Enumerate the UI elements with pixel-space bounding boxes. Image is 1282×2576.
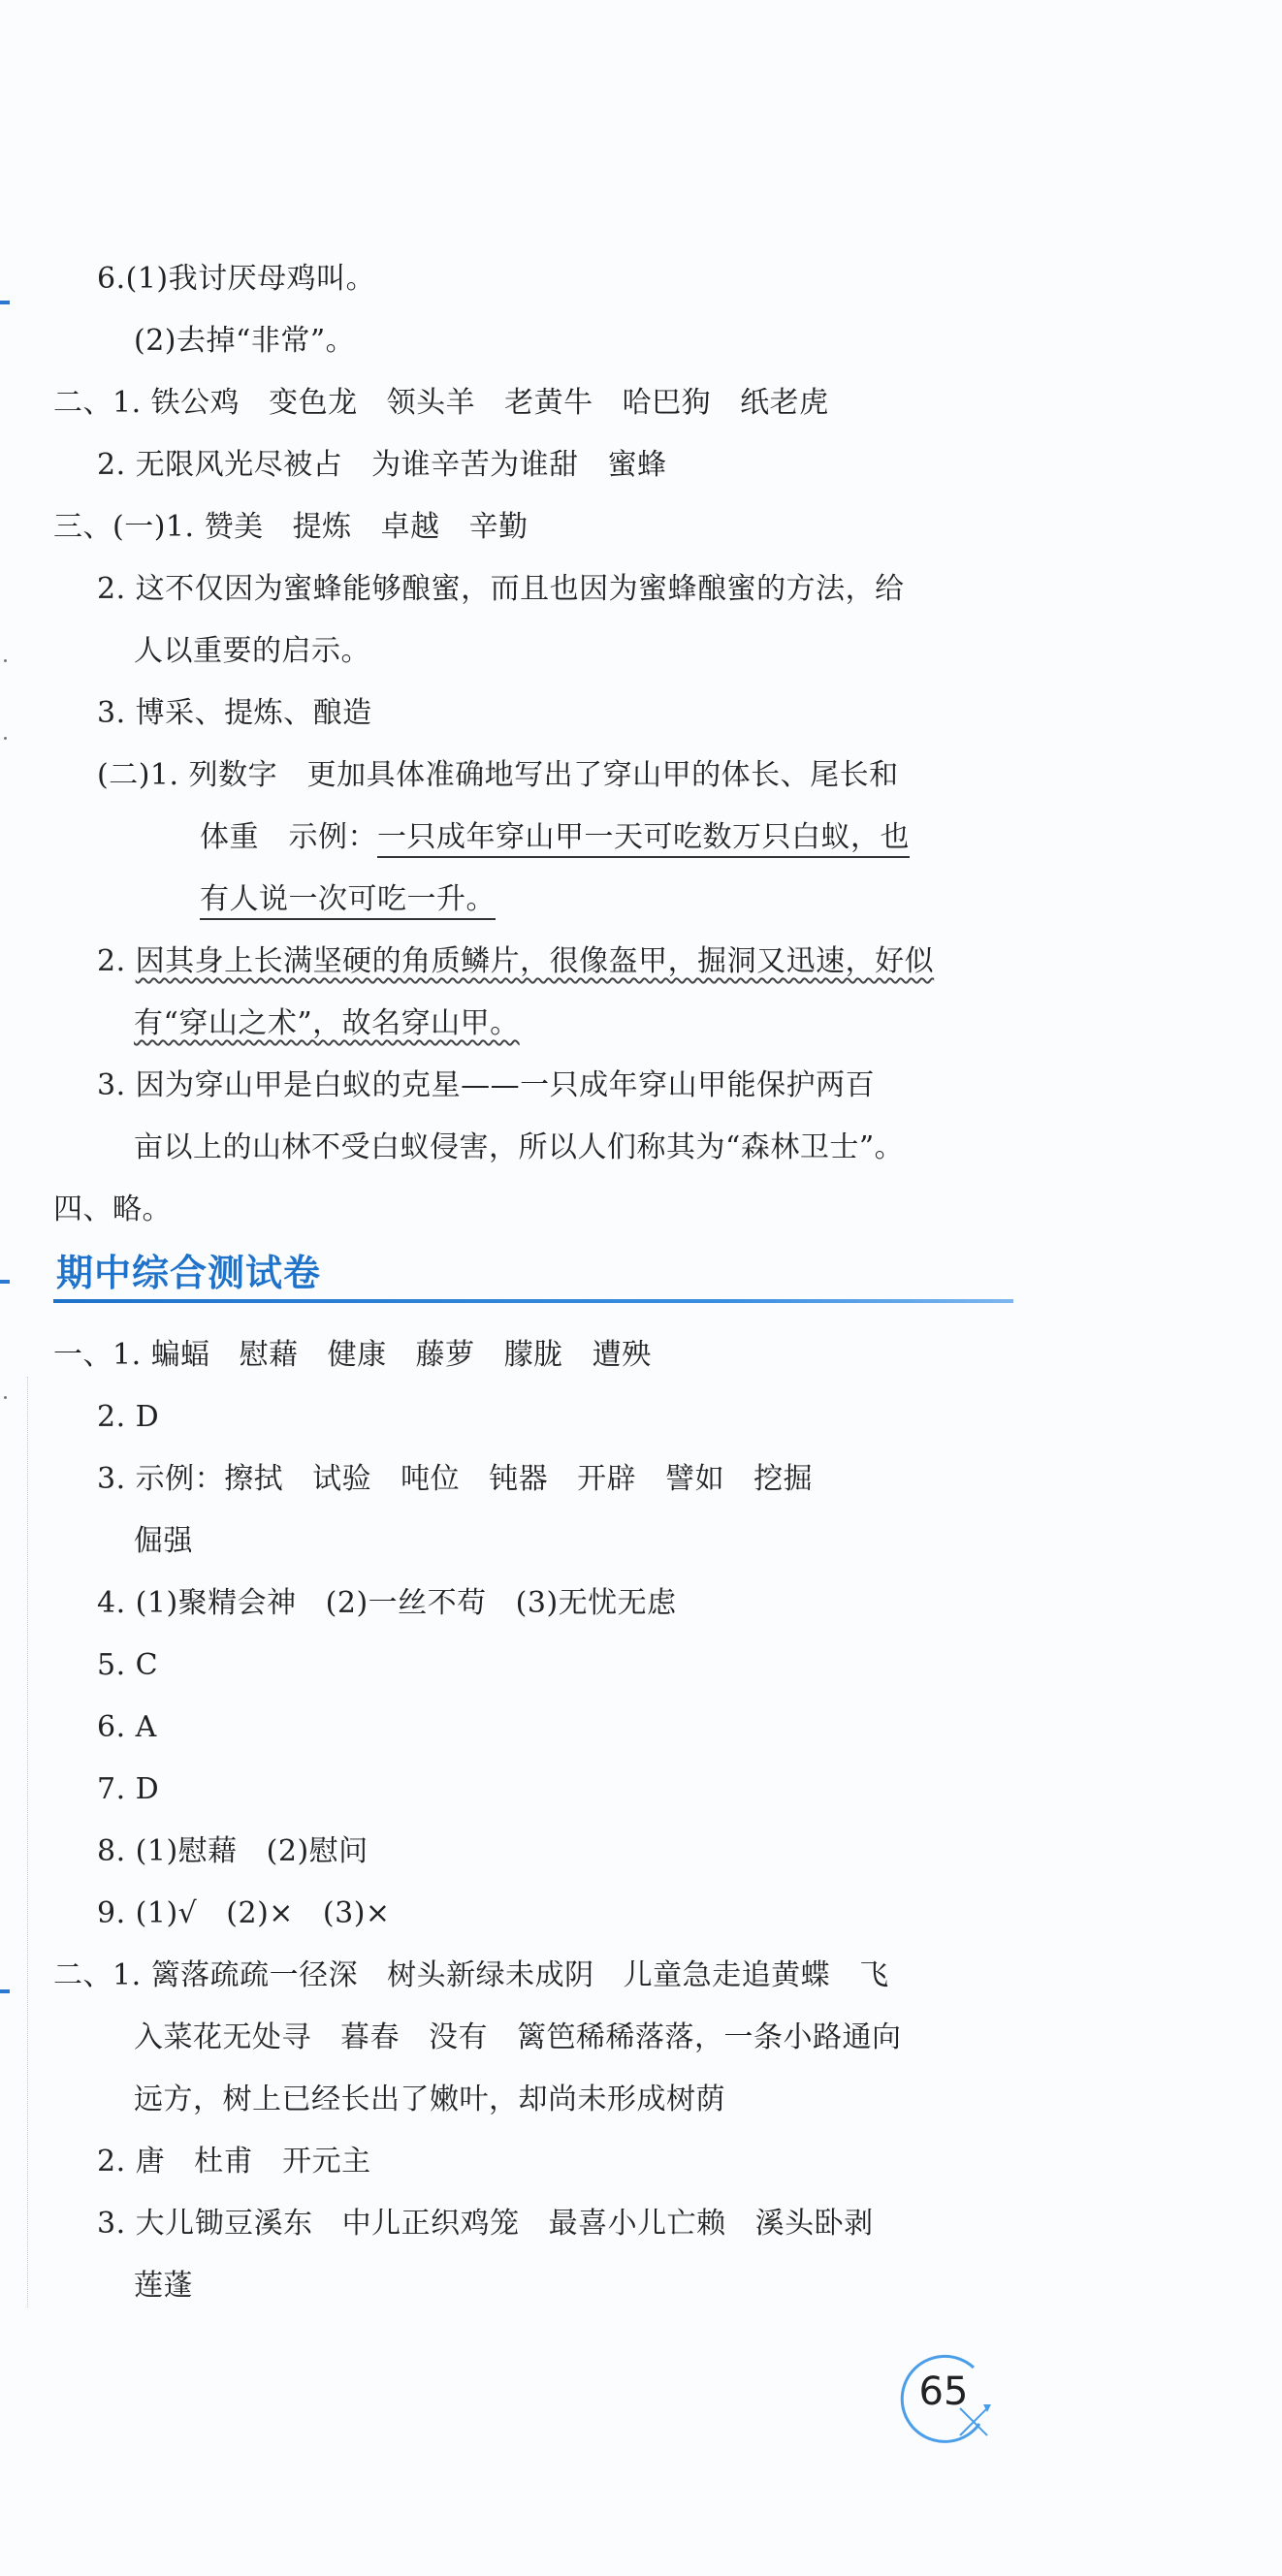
margin-dot [4, 1396, 7, 1399]
margin-mark [0, 1280, 10, 1284]
answer-line: 6.(1)我讨厌母鸡叫。 [97, 262, 376, 296]
margin-mark [0, 301, 10, 304]
margin-fold-line [27, 1377, 29, 2307]
answer-line: 2. 这不仅因为蜜蜂能够酿蜜，而且也因为蜜蜂酿蜜的方法，给 [97, 572, 905, 606]
answer-line: 2. 无限风光尽被占 为谁辛苦为谁甜 蜜蜂 [97, 448, 667, 482]
answer-line [200, 880, 496, 919]
section-title: 期中综合测试卷 [56, 1252, 322, 1294]
answer-line: (二)1. 列数字 更加具体准确地写出了穿山甲的体长、尾长和 [97, 758, 899, 792]
answer-line [134, 1004, 520, 1043]
answer-line: 3. 示例：擦拭 试验 吨位 钝器 开辟 譬如 挖掘 [97, 1462, 814, 1496]
answer-line: 入菜花无处寻 暮春 没有 篱笆稀稀落落，一条小路通向 [134, 2020, 902, 2054]
answer-line: 2. 唐 杜甫 开元主 [97, 2145, 371, 2178]
margin-dot [4, 737, 7, 740]
answer-line: 远方，树上已经长出了嫩叶，却尚未形成树荫 [134, 2083, 725, 2116]
answer-line: 人以重要的启示。 [134, 634, 370, 668]
answer-line: (2)去掉“非常”。 [134, 324, 356, 358]
answer-line: 倔强 [134, 1524, 193, 1558]
answer-line: 四、略。 [53, 1193, 172, 1226]
wavy-underlined-text: 有“穿山之术”，故名穿山甲。 [134, 1006, 520, 1040]
margin-dot [4, 659, 7, 662]
answer-line: 3. 因为穿山甲是白蚁的克星——一只成年穿山甲能保护两百 [97, 1068, 876, 1102]
section-title-rule [53, 1299, 1013, 1303]
wavy-underlined-text: 因其身上长满坚硬的角质鳞片，很像盔甲，掘洞又迅速，好似 [135, 944, 935, 978]
margin-mark [0, 1989, 10, 1993]
answer-line: 2. D [97, 1400, 160, 1434]
answer-line: 二、1. 铁公鸡 变色龙 领头羊 老黄牛 哈巴狗 纸老虎 [53, 386, 829, 420]
answer-line: 9. (1)√ (2)× (3)× [97, 1896, 391, 1930]
answer-line: 5. C [97, 1648, 159, 1682]
answer-line: 4. (1)聚精会神 (2)一丝不苟 (3)无忧无虑 [97, 1586, 677, 1620]
underlined-example: 一只成年穿山甲一天可吃数万只白蚁，也 [377, 820, 910, 858]
answer-line: 7. D [97, 1772, 160, 1806]
answer-line: 2. 因其身上长满坚硬的角质鳞片，很像盔甲，掘洞又迅速，好似 [97, 944, 935, 978]
answer-line: 6. A [97, 1710, 157, 1744]
answer-line: 3. 大儿锄豆溪东 中儿正织鸡笼 最喜小儿亡赖 溪头卧剥 [97, 2207, 874, 2241]
answer-line: 一、1. 蝙蝠 慰藉 健康 藤萝 朦胧 遭殃 [53, 1338, 652, 1372]
page-number: 65 [918, 2369, 969, 2414]
answer-line: 二、1. 篱落疏疏一径深 树头新绿未成阴 儿童急走追黄蝶 飞 [53, 1958, 889, 1992]
answer-line: 亩以上的山林不受白蚁侵害，所以人们称其为“森林卫士”。 [134, 1130, 905, 1164]
answer-line: 体重 示例：一只成年穿山甲一天可吃数万只白蚁，也 [200, 818, 910, 857]
answer-line: 3. 博采、提炼、酿造 [97, 696, 372, 730]
answer-line: 莲蓬 [134, 2269, 193, 2303]
underlined-example: 有人说一次可吃一升。 [200, 882, 496, 920]
answer-line: 8. (1)慰藉 (2)慰问 [97, 1834, 369, 1868]
answer-line: 三、(一)1. 赞美 提炼 卓越 辛勤 [53, 510, 529, 544]
